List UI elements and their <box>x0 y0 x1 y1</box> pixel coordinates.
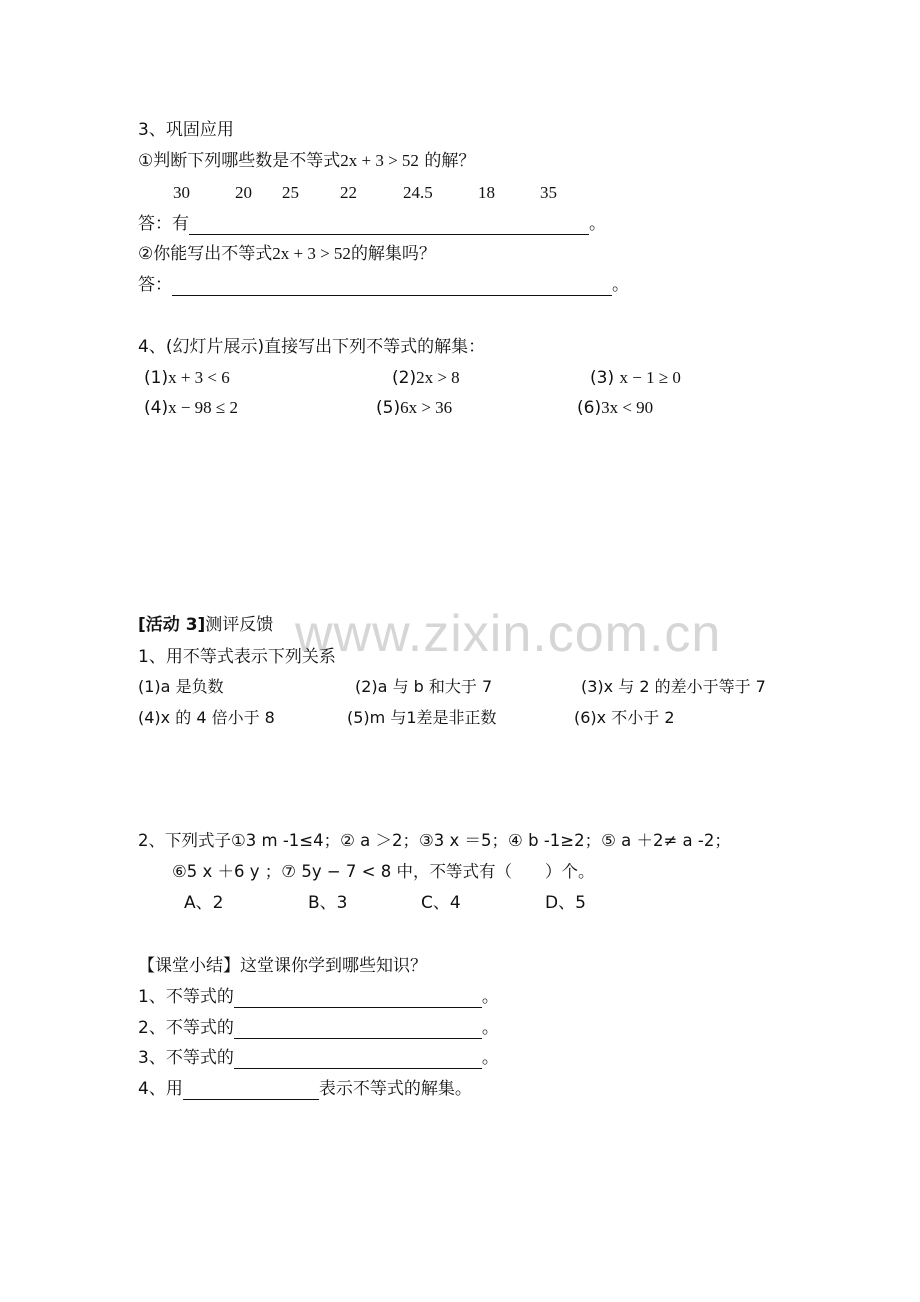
item-number: (5) <box>376 398 401 418</box>
relation-item-1 <box>138 676 224 698</box>
item-number: (6) <box>574 708 597 727</box>
number-item: 18 <box>478 183 495 202</box>
item-text: m 与1差是非正数 <box>369 708 497 727</box>
item-number: (4) <box>138 708 161 727</box>
relation-item-2 <box>355 676 492 698</box>
summary-end: 。 <box>481 1018 499 1038</box>
item-expression: 2x > 8 <box>416 368 460 387</box>
inequality-item-6 <box>577 397 653 419</box>
item-expression: x − 98 ≤ 2 <box>168 398 239 417</box>
summary-line-2 <box>138 1017 499 1039</box>
relation-item-5 <box>347 707 497 729</box>
summary-line-3 <box>138 1047 499 1069</box>
inequality-item-3 <box>590 367 681 389</box>
section-3-title: 3、巩固应用 <box>138 120 234 140</box>
summary-blank[interactable] <box>234 1020 482 1039</box>
number-item: 25 <box>282 183 299 202</box>
summary-prefix: 3、不等式的 <box>138 1048 234 1068</box>
question-2-suffix: 的解集吗？ <box>350 244 436 264</box>
activity-question-2-line-2: ⑥5 x ＋6 y ；⑦ 5y − 7 < 8 中，不等式有（ ）个。 <box>172 862 595 881</box>
number-item: 30 <box>173 183 190 202</box>
answer-1-prefix: 答：有 <box>138 214 189 234</box>
answer-1-blank[interactable] <box>189 216 589 235</box>
watermark: www.zixin.com.cn <box>295 605 722 663</box>
answer-2-end: 。 <box>612 275 629 295</box>
item-expression: x + 3 < 6 <box>168 368 230 387</box>
answer-1-end: 。 <box>589 214 606 234</box>
inequality-item-2 <box>392 367 460 389</box>
summary-line-1 <box>138 986 499 1008</box>
answer-2-blank[interactable] <box>172 277 612 296</box>
number-item: 20 <box>235 183 252 202</box>
number-item: 35 <box>540 183 557 202</box>
inequality-item-1 <box>144 367 230 389</box>
item-number: (1) <box>138 677 161 696</box>
answer-2 <box>138 274 629 296</box>
summary-prefix: 1、不等式的 <box>138 987 234 1007</box>
summary-end: 。 <box>481 987 499 1007</box>
summary-blank[interactable] <box>183 1081 319 1100</box>
summary-blank[interactable] <box>234 989 482 1008</box>
section-4-title: 4、(幻灯片展示)直接写出下列不等式的解集： <box>138 337 486 357</box>
summary-title: 【课堂小结】这堂课你学到哪些知识？ <box>138 956 427 976</box>
question-1 <box>138 150 475 172</box>
answer-2-prefix: 答： <box>138 275 172 295</box>
summary-prefix: 4、用 <box>138 1079 183 1099</box>
answer-1 <box>138 213 606 235</box>
number-item: 24.5 <box>403 183 433 202</box>
summary-line-4 <box>138 1078 472 1100</box>
relation-item-3 <box>581 676 766 698</box>
item-text: a 是负数 <box>160 677 224 696</box>
item-text: x 的 4 倍小于 8 <box>160 708 275 727</box>
activity-3-bracket: [活动 3] <box>138 615 206 635</box>
item-number: (6) <box>577 398 602 418</box>
item-number: (4) <box>144 398 169 418</box>
item-number: (2) <box>392 368 417 388</box>
question-2-prefix: ②你能写出不等式 <box>138 244 273 264</box>
activity-3-title: 测评反馈 <box>205 615 274 635</box>
item-number: (3) <box>590 368 615 388</box>
activity-question-2-line-1: 2、下列式子①3 m -1≤4；② a ＞2；③3 x ＝5；④ b -1≥2；⑤ a ＋2≠ a -2； <box>138 831 731 850</box>
option-a[interactable]: A、2 <box>184 893 224 913</box>
summary-blank[interactable] <box>234 1050 482 1069</box>
summary-prefix: 2、不等式的 <box>138 1018 234 1038</box>
item-number: (2) <box>355 677 378 696</box>
inequality-item-5 <box>376 397 452 419</box>
relation-item-6 <box>574 707 675 729</box>
item-text: x 不小于 2 <box>596 708 675 727</box>
question-1-suffix: 的解？ <box>418 151 476 171</box>
item-number: (1) <box>144 368 169 388</box>
item-expression: 6x > 36 <box>400 398 453 417</box>
item-expression: 3x < 90 <box>601 398 654 417</box>
inequality-item-4 <box>144 397 238 419</box>
option-c[interactable]: C、4 <box>421 893 461 913</box>
summary-end: 表示不等式的解集。 <box>318 1079 472 1099</box>
relation-item-4 <box>138 707 275 729</box>
option-d[interactable]: D、5 <box>545 893 586 913</box>
item-number: (3) <box>581 677 604 696</box>
item-expression: x − 1 ≥ 0 <box>619 368 681 387</box>
item-text: a 与 b 和大于 7 <box>377 677 493 696</box>
item-number: (5) <box>347 708 370 727</box>
item-text: x 与 2 的差小于等于 7 <box>603 677 766 696</box>
option-b[interactable]: B、3 <box>308 893 348 913</box>
question-1-prefix: ①判断下列哪些数是不等式 <box>138 151 341 171</box>
activity-question-1: 1、用不等式表示下列关系 <box>138 647 336 667</box>
question-2 <box>138 243 436 265</box>
question-2-expr: 2x + 3 > 52 <box>272 244 351 263</box>
summary-end: 。 <box>481 1048 499 1068</box>
question-1-expr: 2x + 3 > 52 <box>340 151 419 170</box>
number-item: 22 <box>340 183 357 202</box>
activity-3-heading <box>138 614 273 636</box>
